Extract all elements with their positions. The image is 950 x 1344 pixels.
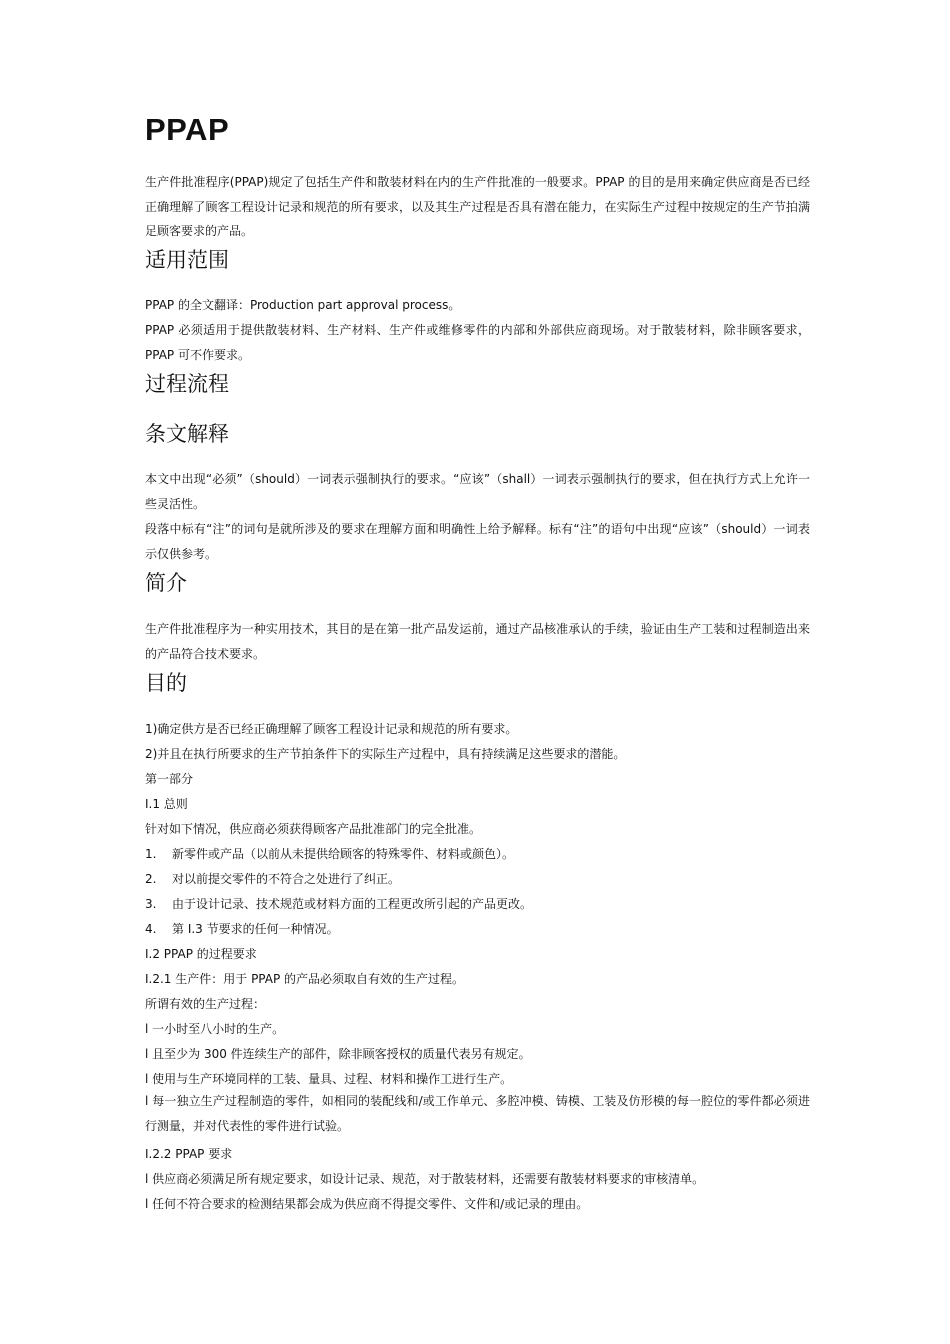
list-item-2 [145, 869, 400, 889]
bullet-line-4: l 每一独立生产过程制造的零件，如相同的装配线和/或工作单元、多腔冲模、铸模、工装及仿形模的每一腔位的零件都必须进行测量，并对代表性的零件进行试验。 [145, 1094, 810, 1133]
introduction-paragraph: 生产件批准程序为一种实用技术，其目的是在第一批产品发运前，通过产品核准承认的手续，验证由生产工装和过程制造出来的产品符合技术要求。 [145, 622, 810, 661]
scope-paragraph-2: PPAP 必须适用于提供散装材料、生产材料、生产件或维修零件的内部和外部供应商现场。对于散装材料，除非顾客要求，PPAP 可不作要求。 [145, 323, 810, 362]
section-1-2-1-title: I.2.1 生产件：用于 PPAP 的产品必须取自有效的生产过程。 [145, 972, 465, 986]
list-item-text: 新零件或产品（以前从未提供给顾客的特殊零件、材料或颜色）。 [172, 847, 515, 861]
list-item-number: 4. [145, 922, 157, 936]
list-item-number: 3. [145, 897, 157, 911]
heading-flow: 过程流程 [145, 372, 229, 396]
list-item-number: 1. [145, 847, 157, 861]
heading-clause: 条文解释 [145, 422, 229, 446]
bullet-line-2: l 且至少为 300 件连续生产的部件，除非顾客授权的质量代表另有规定。 [145, 1047, 531, 1061]
purpose-line-2: 2)并且在执行所要求的生产节拍条件下的实际生产过程中，具有持续满足这些要求的潜能。 [145, 747, 626, 761]
list-item-4 [145, 919, 339, 939]
clause-paragraph-1: 本文中出现“必须”（should）一词表示强制执行的要求。“应该”（shall）一词表示强制执行的要求，但在执行方式上允许一些灵活性。 [145, 472, 810, 511]
heading-purpose: 目的 [145, 671, 187, 695]
list-item-3 [145, 894, 532, 914]
list-item-text: 对以前提交零件的不符合之处进行了纠正。 [172, 872, 401, 886]
bullet-line-6: l 任何不符合要求的检测结果都会成为供应商不得提交零件、文件和/或记录的理由。 [145, 1197, 589, 1211]
purpose-line-1: 1)确定供方是否已经正确理解了顾客工程设计记录和规范的所有要求。 [145, 722, 518, 736]
list-item-text: 第 I.3 节要求的任何一种情况。 [172, 922, 339, 936]
clause-paragraph-2: 段落中标有“注”的词句是就所涉及的要求在理解方面和明确性上给予解释。标有“注”的语句中出现“应该”（should）一词表示仅供参考。 [145, 522, 810, 561]
section-1-2-1-subtitle: 所谓有效的生产过程： [145, 997, 266, 1011]
section-1-1-text: 针对如下情况，供应商必须获得顾客产品批准部门的完全批准。 [145, 822, 482, 836]
heading-introduction: 简介 [145, 571, 187, 595]
section-1-1-title: I.1 总则 [145, 797, 188, 811]
list-item-number: 2. [145, 872, 157, 886]
section-1-2-2-title: I.2.2 PPAP 要求 [145, 1147, 233, 1161]
scope-paragraph-1: PPAP 的全文翻译：Production part approval process。 [145, 298, 461, 312]
heading-scope: 适用范围 [145, 248, 229, 272]
intro-paragraph: 生产件批准程序(PPAP)规定了包括生产件和散装材料在内的生产件批准的一般要求。PPAP 的目的是用来确定供应商是否已经正确理解了顾客工程设计记录和规范的所有要求，以及其生产过程是否具有潜在能力，在实际生产过程中按规定的生产节拍满足顾客要求的产品。 [145, 175, 810, 239]
document-title: PPAP [145, 112, 230, 147]
bullet-line-5: l 供应商必须满足所有规定要求，如设计记录、规范，对于散装材料，还需要有散装材料要求的审核清单。 [145, 1172, 705, 1186]
list-item-1 [145, 844, 514, 864]
bullet-line-3: l 使用与生产环境同样的工装、量具、过程、材料和操作工进行生产。 [145, 1072, 513, 1086]
part-one-label: 第一部分 [145, 772, 194, 786]
bullet-line-1: l 一小时至八小时的生产。 [145, 1022, 285, 1036]
section-1-2-title: I.2 PPAP 的过程要求 [145, 947, 257, 961]
list-item-text: 由于设计记录、技术规范或材料方面的工程更改所引起的产品更改。 [172, 897, 533, 911]
